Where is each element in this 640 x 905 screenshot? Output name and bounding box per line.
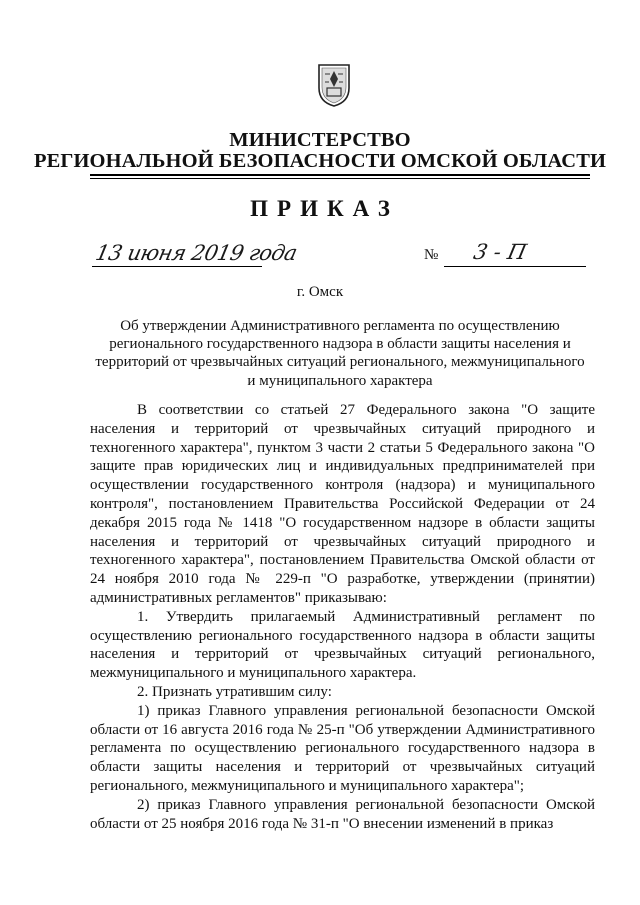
- paragraph-item-2: 2. Признать утратившим силу:: [137, 683, 332, 700]
- city: г. Омск: [296, 284, 344, 300]
- paragraph-preamble: В соответствии со статьей 27 Федерального закона "О защите населения и территорий от чрезвычайных ситуаций природного и техногенного характера", пунктом 3 части 2 статьи 5 Федерального закона "О защите прав юридических лиц и индивидуальных предпринимателей при осуществлении государственного контроля (надзора) и муниципального контроля", постановлением Правительства Российской Федерации от 24 декабря 2015 года № 1418 "О государственном надзоре в области защиты населения и территорий от чрезвычайных ситуаций природного и техногенного характера", постановлением Правительства Омской области от 24 ноября 2010 года № 229-п "О разработке, утверждении (принятии) административных регламентов" приказываю:: [90, 402, 595, 606]
- paragraph-item-1: 1. Утвердить прилагаемый Административный регламент по осуществлению регионального государственного надзора в области защиты населения и территорий от чрезвычайных ситуаций регионального, межмуниципального и муниципального характера.: [90, 608, 595, 682]
- coat-of-arms-emblem: [316, 62, 352, 108]
- number-label: №: [424, 247, 439, 263]
- ministry-name-line2: РЕГИОНАЛЬНОЙ БЕЗОПАСНОСТИ ОМСКОЙ ОБЛАСТИ: [33, 150, 607, 172]
- number-underline: [444, 266, 586, 267]
- paragraph-subitem-2: 2) приказ Главного управления региональной безопасности Омской области от 25 ноября 2016 года № 31-п "О внесении изменений в приказ: [90, 796, 595, 832]
- date-underline: [92, 266, 262, 267]
- header-rule-thin: [90, 178, 590, 179]
- header-rule-thick: [90, 174, 590, 176]
- order-body: [90, 401, 595, 833]
- handwritten-date: 13 июня 2019 года: [93, 241, 300, 265]
- document-type-title: ПРИКАЗ: [250, 196, 399, 221]
- order-subject: Об утверждении Административного регламента по осуществлению регионального государственного надзора в области защиты населения и территорий от чрезвычайных ситуаций регионального, межмуниципального и муниципального характера: [95, 318, 585, 389]
- ministry-name-line1: МИНИСТЕРСТВО: [229, 129, 411, 151]
- handwritten-number: 3 - П: [471, 240, 529, 264]
- paragraph-subitem-1: 1) приказ Главного управления региональной безопасности Омской области от 16 августа 2016 года № 25-п "Об утверждении Административного регламента по осуществлению регионального государственного надзора в области защиты населения и территорий от чрезвычайных ситуаций регионального, межмуниципального и муниципального характера";: [90, 702, 595, 794]
